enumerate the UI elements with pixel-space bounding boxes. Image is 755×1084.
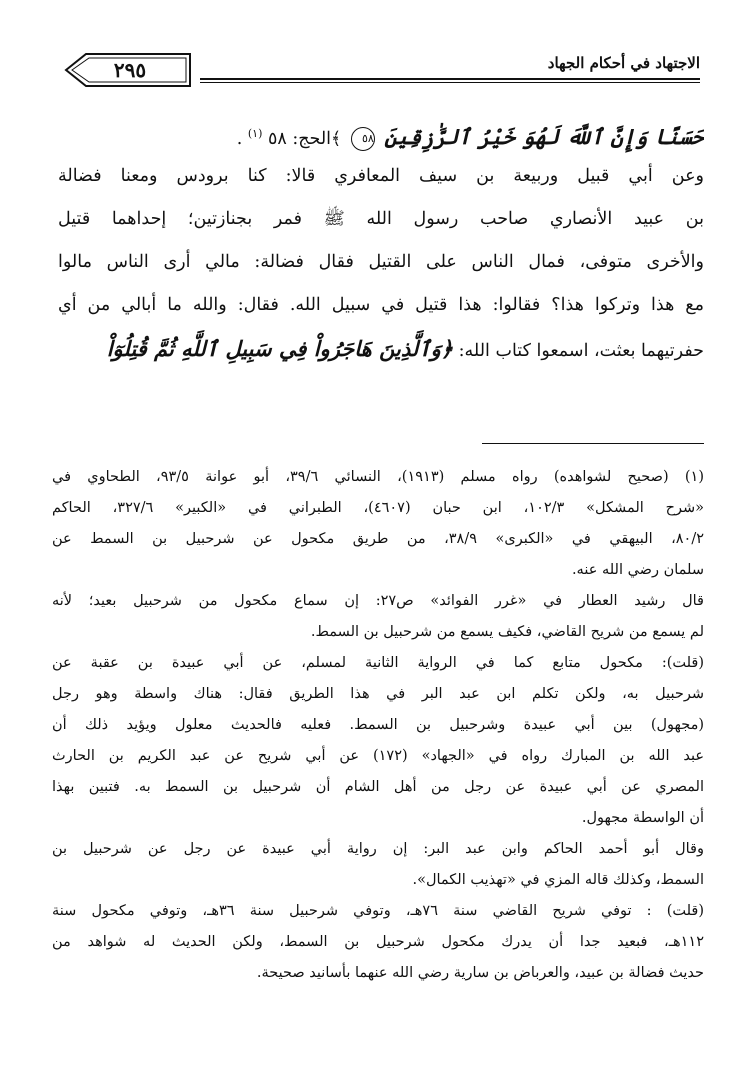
- text-segment: وقال أبو أحمد الحاكم وابن عبد البر: إن رواية أبي عبيدة عن رجل عن شرحبيل بن: [52, 841, 704, 857]
- text-segment: ٨٠/٢، البيهقي في «الكبرى» ٣٨/٩، من طريق مكحول عن شرحبيل بن السمط عن: [52, 531, 704, 547]
- footnote-line: [52, 896, 704, 927]
- text-segment: والأخرى متوفى، فمال الناس على القتيل فقال فضالة: مالي أرى الناس مالوا: [58, 252, 704, 272]
- footnote-line: [52, 679, 704, 710]
- footnote-line: [52, 648, 704, 679]
- footnote-line: [52, 555, 704, 586]
- text-segment: أن الواسطة مجهول.: [581, 810, 704, 826]
- footnote-line: [52, 741, 704, 772]
- footnote-line: [52, 865, 704, 896]
- text-segment: (١) (صحيح لشواهده) رواه مسلم (١٩١٣)، النسائي ٣٩/٦، أبو عوانة ٩٣/٥، الطحاوي في: [52, 469, 704, 485]
- text-segment: ﴾الحج: ٥٨: [267, 128, 342, 149]
- verse-number-icon: ٥٨: [351, 127, 375, 151]
- footnote-line: [52, 617, 704, 648]
- text-segment: «شرح المشكل» ١٠٢/٣، ابن حبان (٤٦٠٧)، الطبراني في «الكبير» ٣٢٧/٦، الحاكم: [52, 500, 704, 516]
- text-segment: عبد الله بن المبارك رواه في «الجهاد» (١٧٢) عن أبي شريح عن عبد الكريم بن الحارث: [52, 748, 704, 764]
- text-segment: حفرتيهما بعثت، اسمعوا كتاب الله:: [458, 341, 704, 361]
- text-segment: (قلت) : توفي شريح القاضي سنة ٧٦هـ، وتوفي شرحبيل سنة ٣٦هـ، وتوفي مكحول سنة: [52, 903, 704, 919]
- footnote-line: [52, 772, 704, 803]
- text-segment: السمط، وكذلك قاله المزي في «تهذيب الكمال».: [412, 872, 704, 888]
- header-rule-bottom: [200, 82, 700, 83]
- text-segment: المصري عن أبي عبيدة عن رجل من أهل الشام أن شرحبيل بن السمط به. فتبين بهذا: [52, 779, 704, 795]
- text-segment: لم يسمع من شريح القاضي، فكيف يسمع من شرحبيل بن السمط.: [310, 624, 704, 640]
- footnote-line: [52, 927, 704, 958]
- text-line: [58, 284, 704, 327]
- main-text: [58, 112, 704, 370]
- text-segment: حديث فضالة بن عبيد، والعرباض بن سارية رضي الله عنهما بأسانيد صحيحة.: [256, 965, 704, 981]
- text-segment: (مجهول) بين أبي عبيدة وشرحبيل بن السمط. فعليه فالحديث معلول ويؤيد ذلك أن: [52, 717, 704, 733]
- text-line: [58, 241, 704, 284]
- footnote-line: [52, 710, 704, 741]
- text-segment: شرحبيل به، ولكن تكلم ابن عبد البر في هذا الطريق فقال: هناك واسطة وهو رجل: [52, 686, 704, 702]
- text-segment: قال رشيد العطار في «غرر الفوائد» ص٢٧: إن سماع مكحول من شرحبيل بعيد؛ لأنه: [52, 593, 704, 609]
- text-line: [58, 112, 704, 155]
- text-line: [58, 327, 704, 370]
- text-line: [58, 198, 704, 241]
- quran-verse: ﴿وَٱلَّذِينَ هَاجَرُواْ فِي سَبِيلِ ٱللَّهِ ثُمَّ قُتِلُوٓاْ: [106, 336, 454, 361]
- footnote-line: [52, 958, 704, 989]
- text-segment: بن عبيد الأنصاري صاحب رسول الله ﷺ فمر بجنازتين؛ إحداهما قتيل: [58, 209, 704, 229]
- footnote-line: [52, 524, 704, 555]
- page-number-badge: [60, 48, 200, 92]
- text-line: [58, 155, 704, 198]
- footnotes: [52, 462, 704, 989]
- page-header: [60, 48, 700, 98]
- footnote-divider: [482, 443, 704, 444]
- footnote-line: [52, 803, 704, 834]
- header-rule-top: [200, 78, 700, 80]
- text-segment: مع هذا وتركوا هذا؟ فقالوا: هذا قتيل في سبيل الله. فقال: والله ما أبالي من أي: [58, 295, 704, 315]
- text-segment: سلمان رضي الله عنه.: [571, 562, 704, 578]
- text-segment: ١١٢هـ، فبعيد جدا أن يدرك مكحول شرحبيل بن السمط، ولكن الحديث له شواهد من: [52, 934, 704, 950]
- text-segment: (قلت): مكحول متابع كما في الرواية الثانية لمسلم، عن أبي عبيدة بن عقبة عن: [52, 655, 704, 671]
- footnote-line: [52, 493, 704, 524]
- footnote-line: [52, 462, 704, 493]
- footnote-reference: (١): [247, 127, 263, 140]
- text-segment: .: [236, 128, 243, 149]
- running-title: الاجتهاد في أحكام الجهاد: [547, 54, 700, 72]
- footnote-line: [52, 834, 704, 865]
- quran-verse: حَسَنًا وَإِنَّ ٱللَّهَ لَهُوَ خَيْرُ ٱلرَّٰزِقِينَ: [384, 123, 704, 149]
- page-number: ٢٩٥: [113, 58, 147, 82]
- footnote-line: [52, 586, 704, 617]
- text-segment: وعن أبي قبيل وربيعة بن سيف المعافري قالا: كنا برودس ومعنا فضالة: [58, 166, 704, 186]
